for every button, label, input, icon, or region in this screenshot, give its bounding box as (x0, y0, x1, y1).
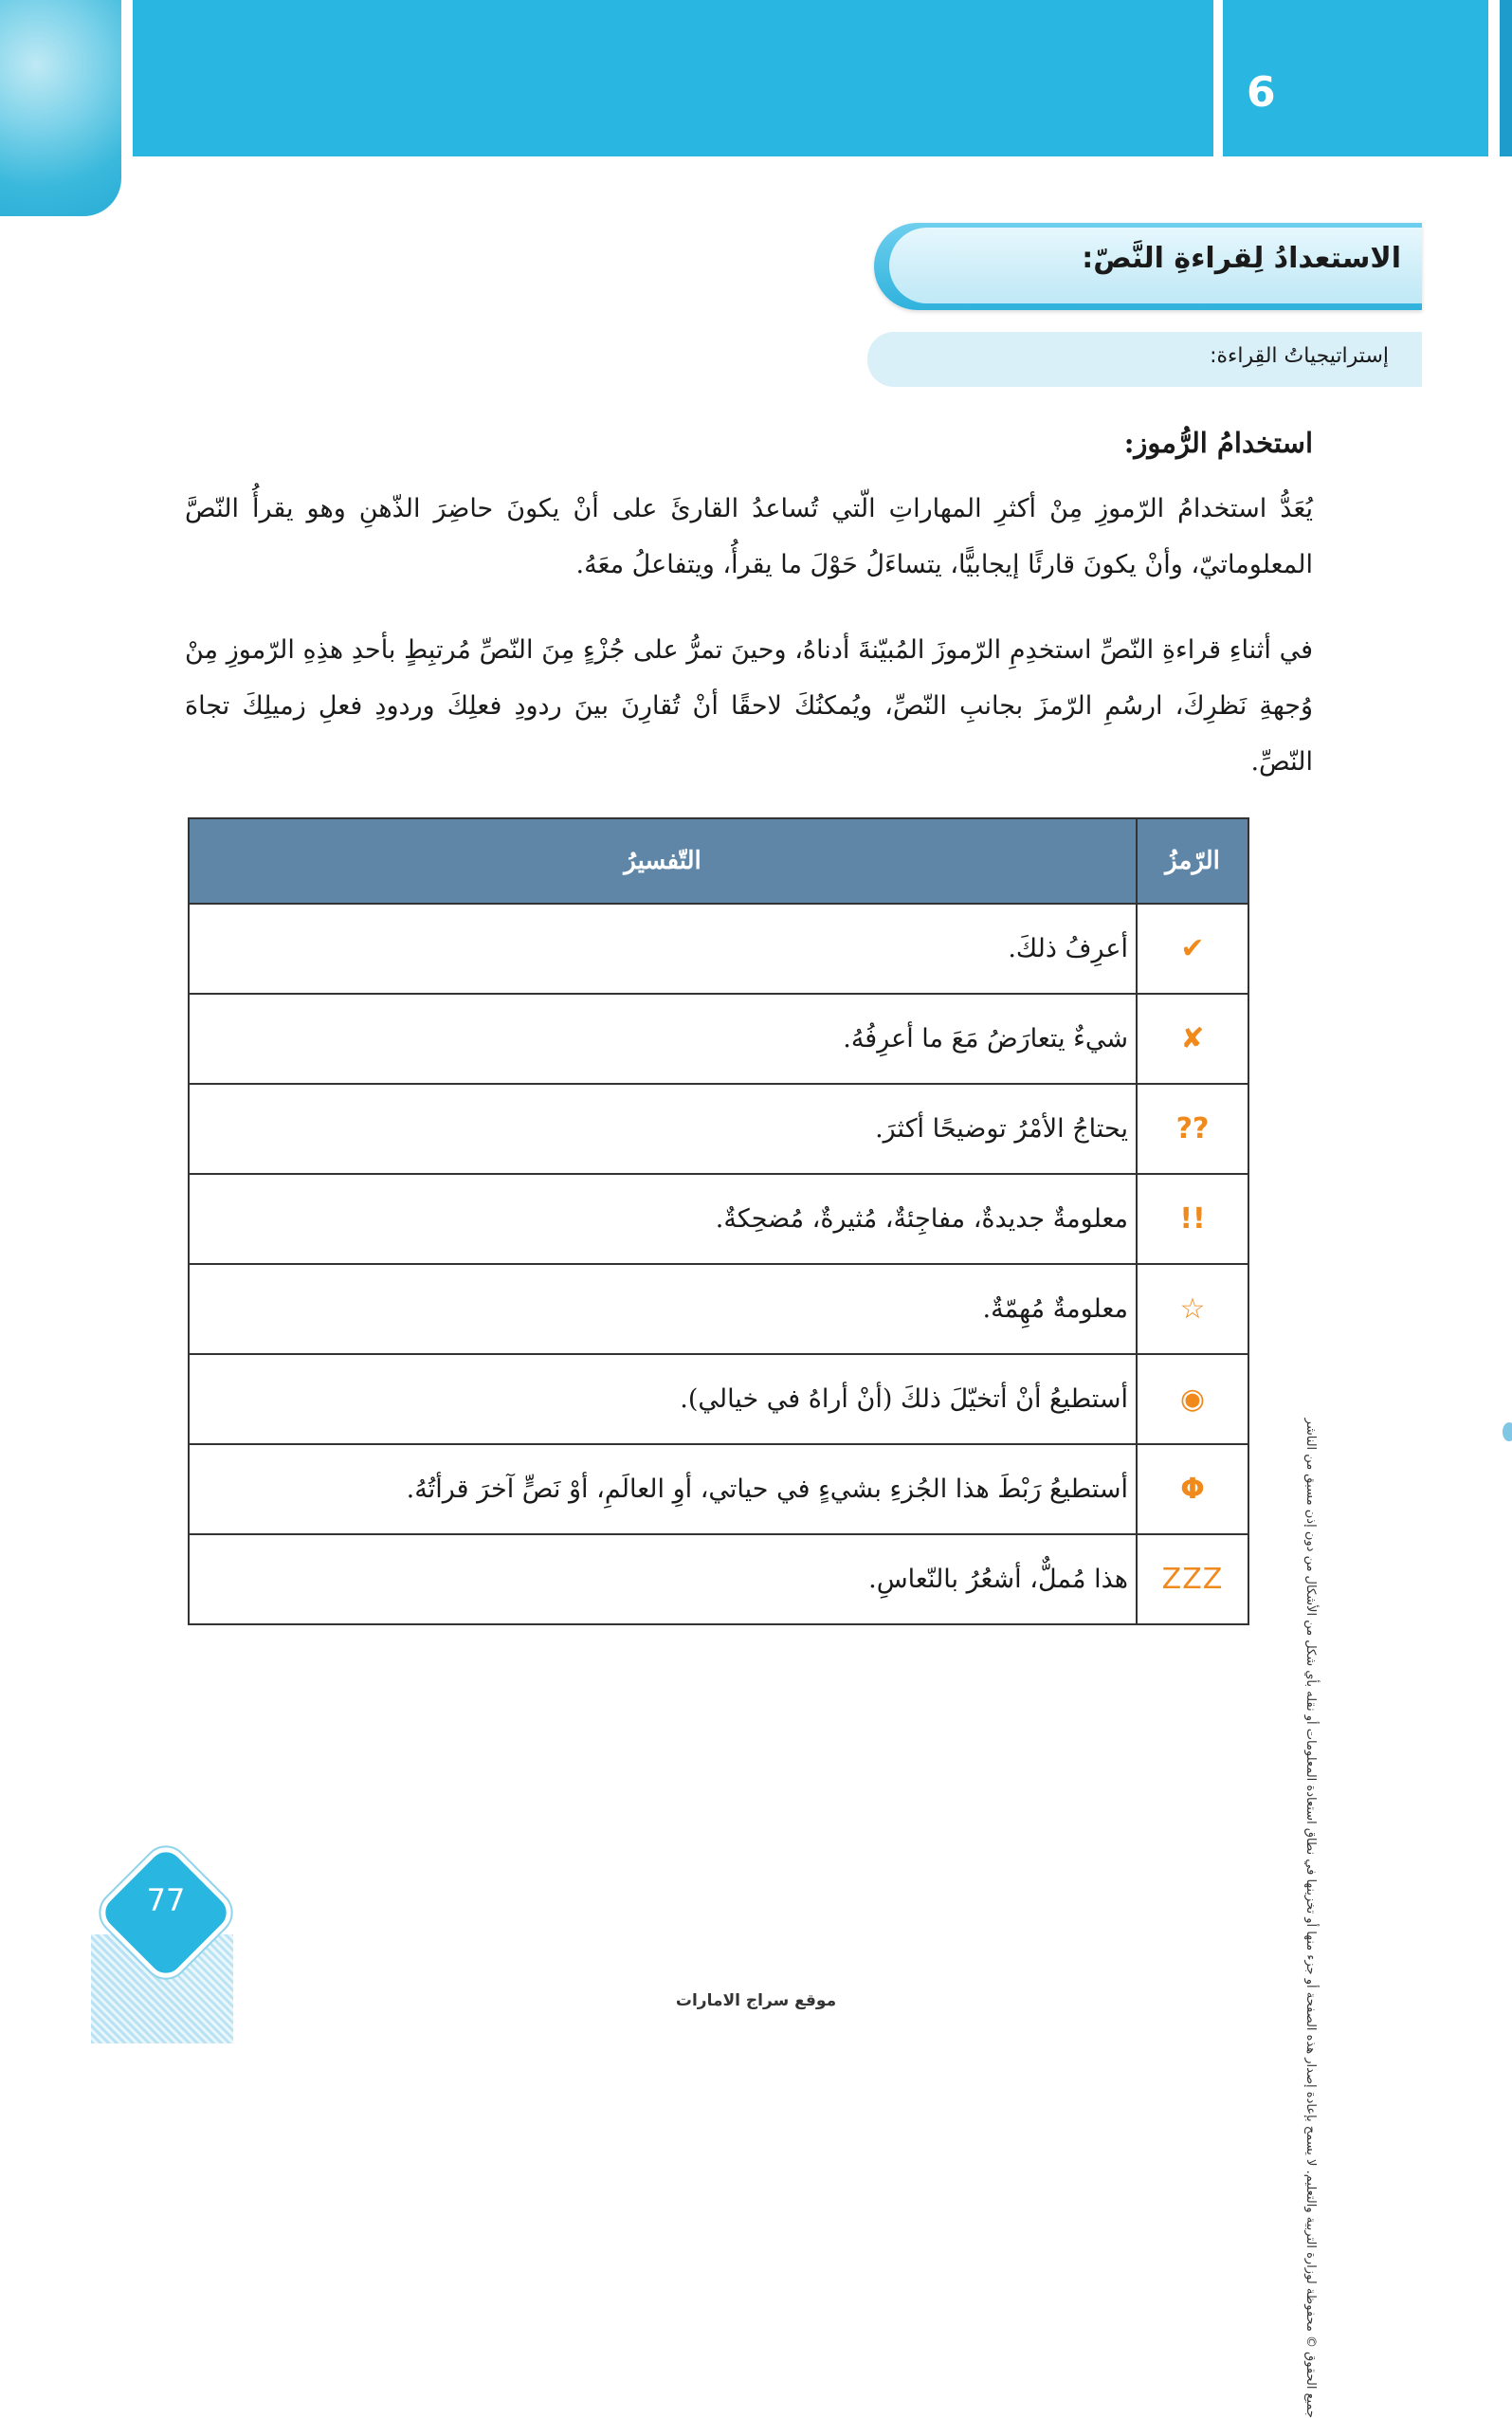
top-banner (133, 0, 1213, 156)
table-row (189, 1534, 1248, 1624)
side-dot (1503, 1422, 1512, 1441)
star-icon: ☆ (1137, 1264, 1248, 1354)
paragraph-instructions: في أثناءِ قراءةِ النّصِّ استخدِمِ الرّموزَ المُبيّنةَ أدناهُ، وحينَ تمرُّ على جُزْءٍ مِنَ النّصِّ مُرتبِطٍ بأحدِ هذِهِ الرّموزِ مِنْ وُجهةِ نَظرِكَ، ارسُمِ الرّمزَ بجانبِ النّصِّ، ويُمكنُكَ لاحقًا أنْ تُقارِنَ بينَ ردودِ فعلِكَ وردودِ فعلِ زميلِكَ تجاهَ النّصِّ. (185, 635, 1313, 777)
table-row (189, 1444, 1248, 1534)
explanation-column-header: التّفسيرُ (189, 818, 1137, 904)
checkmark-icon: ✔ (1137, 904, 1248, 994)
symbols-table (188, 817, 1249, 1625)
banner-edge (1500, 0, 1512, 156)
paragraph-intro: يُعَدُّ استخدامُ الرّموزِ مِنْ أكثرِ المهاراتِ الّتي تُساعدُ القارئَ على أنْ يكونَ حاضِرَ الذّهنِ وهو يقرأُ النّصَّ المعلوماتيّ، وأنْ يكونَ قارئًا إيجابيًّا، يتساءَلُ حَوْلَ ما يقرأُ، ويتفاعلُ معَهُ. (185, 494, 1313, 579)
row-explanation: يحتاجُ الأمْرُ توضيحًا أكثرَ. (189, 1084, 1137, 1174)
table-header-row (189, 818, 1248, 904)
table-row (189, 1174, 1248, 1264)
sub-heading: استخدامُ الرُّموز: (1123, 427, 1313, 459)
zzz-icon: ZZZ (1137, 1534, 1248, 1624)
strategy-label: إستراتيجياتُ القِراءة: (1210, 344, 1389, 368)
table-row (189, 1084, 1248, 1174)
table-row (189, 904, 1248, 994)
cross-icon: ✘ (1137, 994, 1248, 1084)
row-explanation: شيءٌ يتعارَضُ مَعَ ما أعرِفُهُ. (189, 994, 1137, 1084)
row-explanation: معلومةٌ جديدةٌ، مفاجِئةٌ، مُثيرةٌ، مُضحِكةٌ. (189, 1174, 1137, 1264)
copyright-notice: جميع الحقوق © محفوظة لوزارة التربية والتعليم. لا يسمح بإعادة إصدار هذه الصفحة أو جزء منها أو تخزينها في نطاق استعادة المعلومات أو نقله بأي شكل من الأشكال من دون إذن مسبق من الناشر (1303, 1418, 1318, 2418)
row-explanation: أستطيعُ أنْ أتخيّلَ ذلكَ (أنْ أراهُ في خيالي). (189, 1354, 1137, 1444)
table-row (189, 1354, 1248, 1444)
double-question-icon: ?? (1137, 1084, 1248, 1174)
footer-site-name: موقع سراج الامارات (675, 1991, 837, 2010)
corner-decoration (0, 0, 121, 216)
row-explanation: أعرِفُ ذلكَ. (189, 904, 1137, 994)
section-title: الاستعدادُ لِقراءةِ النَّصّ: (1082, 242, 1401, 275)
phi-icon: Φ (1137, 1444, 1248, 1534)
table-row (189, 994, 1248, 1084)
row-explanation: أستطيعُ رَبْطَ هذا الجُزءِ بشيءٍ في حياتي، أوِ العالَمِ، أوْ نَصٍّ آخرَ قرأتُهُ. (189, 1444, 1137, 1534)
chapter-number: 6 (1247, 68, 1276, 117)
double-exclamation-icon: !! (1137, 1174, 1248, 1264)
row-explanation: هذا مُملٌّ، أشعُرُ بالنّعاسِ. (189, 1534, 1137, 1624)
table-row (189, 1264, 1248, 1354)
eye-icon: ◉ (1137, 1354, 1248, 1444)
symbol-column-header: الرّمزُ (1137, 818, 1248, 904)
page-number: 77 (146, 1882, 186, 1918)
row-explanation: معلومةٌ مُهِمّةٌ. (189, 1264, 1137, 1354)
